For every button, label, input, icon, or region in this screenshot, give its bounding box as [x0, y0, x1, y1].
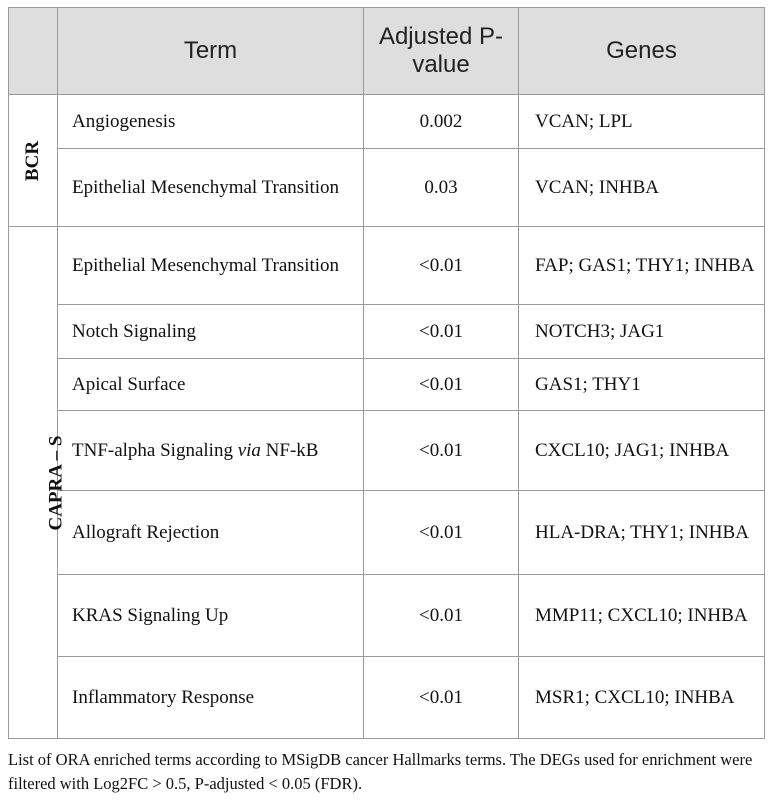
table-row	[9, 359, 765, 411]
genes-cell: MMP11; CXCL10; INHBA	[519, 575, 765, 657]
term-text: Epithelial Mesenchymal Transition	[72, 176, 340, 198]
term-text: Inflammatory Response	[72, 686, 255, 708]
pvalue-cell: <0.01	[364, 359, 519, 411]
group-label: CAPRA – S	[45, 434, 67, 531]
table-row	[9, 411, 765, 491]
term-cell	[58, 95, 364, 149]
genes-cell: VCAN; LPL	[519, 95, 765, 149]
header-term: Term	[58, 8, 364, 95]
genes-cell: GAS1; THY1	[519, 359, 765, 411]
group-cell	[9, 227, 67, 739]
term-cell	[58, 359, 364, 411]
term-text: Notch Signaling	[72, 320, 197, 342]
table-row	[9, 575, 765, 657]
table-body	[9, 95, 765, 739]
term-text: Angiogenesis	[72, 110, 176, 132]
term-cell	[58, 227, 364, 305]
term-cell	[58, 575, 364, 657]
pvalue-cell: <0.01	[364, 575, 519, 657]
pvalue-cell: <0.01	[364, 411, 519, 491]
table-row	[9, 657, 765, 739]
term-text: Apical Surface	[72, 373, 186, 395]
pvalue-cell: 0.03	[364, 149, 519, 227]
pvalue-cell: <0.01	[364, 491, 519, 575]
table-row	[9, 227, 765, 305]
pvalue-cell: <0.01	[364, 657, 519, 739]
table-row	[9, 491, 765, 575]
pvalue-cell: <0.01	[364, 305, 519, 359]
term-text: TNF-alpha Signaling	[72, 439, 238, 461]
table-caption: List of ORA enriched terms according to MSigDB cancer Hallmarks terms. The DEGs used for enrichment were filtered with Log2FC > 0.5, P-adjusted < 0.05 (FDR).	[8, 750, 753, 793]
group-label: BCR	[22, 140, 43, 181]
term-cell	[58, 491, 364, 575]
term-italic-text: via	[237, 439, 261, 461]
group-cell	[9, 95, 58, 227]
genes-cell: HLA-DRA; THY1; INHBA	[519, 491, 765, 575]
term-cell	[58, 305, 364, 359]
header-group	[9, 8, 58, 95]
enrichment-table	[8, 7, 765, 739]
genes-cell: FAP; GAS1; THY1; INHBA	[519, 227, 765, 305]
term-cell	[58, 657, 364, 739]
term-after-text: NF-kB	[260, 439, 319, 461]
genes-cell: VCAN; INHBA	[519, 149, 765, 227]
genes-cell: CXCL10; JAG1; INHBA	[519, 411, 765, 491]
table-row	[9, 305, 765, 359]
term-cell	[58, 411, 364, 491]
term-text: Allograft Rejection	[72, 521, 220, 543]
header-row	[9, 8, 765, 95]
header-genes: Genes	[519, 8, 765, 95]
genes-cell: NOTCH3; JAG1	[519, 305, 765, 359]
term-text: KRAS Signaling Up	[72, 604, 229, 626]
table-row	[9, 95, 765, 149]
term-cell	[58, 149, 364, 227]
table-container	[8, 7, 764, 739]
header-pvalue: Adjusted P-value	[364, 8, 519, 95]
pvalue-cell: 0.002	[364, 95, 519, 149]
term-text: Epithelial Mesenchymal Transition	[72, 254, 340, 276]
pvalue-cell: <0.01	[364, 227, 519, 305]
table-row	[9, 149, 765, 227]
genes-cell: MSR1; CXCL10; INHBA	[519, 657, 765, 739]
